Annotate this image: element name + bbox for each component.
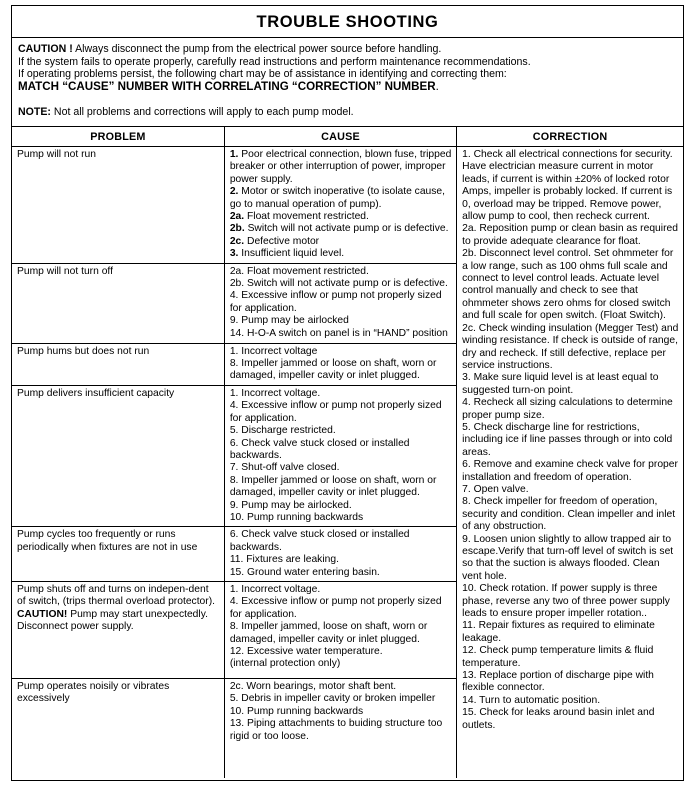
cause-item [230, 346, 452, 358]
match-period: . [435, 79, 439, 93]
problem-text: Pump cycles too frequently or runs periodically when fixtures are not in use [17, 529, 198, 553]
cause-number: 2a. [229, 211, 245, 223]
problem-text: Pump hums but does not run [17, 345, 150, 357]
correction-item: 2b. Disconnect level control. Set ohmmeter for a low range, such as 100 ohms full scale and connect to level control leads. Actuate level control manually and check to see that ohmmeter shows zero ohms for closed switch and full scale for open switch. (Float Switch). [462, 248, 674, 322]
trouble-table [12, 126, 683, 778]
cause-item [230, 681, 452, 693]
intro-line-3: If operating problems persist, the following chart may be of assistance in identifying and correcting them: [18, 68, 507, 81]
cause-item [230, 438, 452, 463]
cause-item [230, 658, 452, 670]
problem-text: Pump may start unexpectedly. Disconnect power supply. [17, 608, 208, 633]
correction-item: 14. Turn to automatic position. [462, 694, 601, 706]
cause-text: 1. Incorrect voltage. [229, 583, 321, 595]
correction-item: 8. Check impeller for freedom of operation, security and condition. Clean impeller and inlet of any obstruction. [462, 496, 676, 533]
problem-cell [12, 581, 224, 678]
correction-item: 12. Check pump temperature limits & fluid temperature. [462, 645, 654, 669]
problem-text: Pump operates noisily or vibrates excessively [17, 680, 170, 705]
correction-item: 11. Repair fixtures as required to eliminate leakage. [462, 620, 655, 644]
problem-caution-label: CAUTION! [17, 608, 68, 620]
cause-item [230, 278, 452, 290]
cause-item [230, 718, 452, 743]
cause-text: 8. Impeller jammed or loose on shaft, worn or damaged, impeller cavity or inlet plugged. [229, 358, 437, 382]
cause-text: Insufficient liquid level. [238, 248, 345, 260]
table-header-row [12, 127, 683, 147]
problem-cell [12, 385, 224, 526]
correction-item: 2c. Check winding insulation (Megger Test) and winding resistance. If check is outside of range, dry and recheck. If still defective, replace per service instructions. [462, 322, 679, 371]
problem-text: Pump shuts off and turns on indepen-dent of switch, (trips thermal overload protector). [17, 583, 215, 608]
correction-item: 6. Remove and examine check valve for proper installation and freedom of operation. [462, 459, 678, 483]
cause-item [230, 621, 452, 646]
problem-cell [12, 343, 224, 385]
correction-cell [457, 147, 683, 779]
correction-item: 13. Replace portion of discharge pipe with flexible connector. [462, 670, 654, 694]
cause-item [230, 500, 452, 512]
cause-text: 2c. Worn bearings, motor shaft bent. [229, 680, 397, 692]
caution-text: Always disconnect the pump from the electrical power source before handling. [72, 43, 442, 55]
cause-item [230, 315, 452, 327]
cause-text: 5. Discharge restricted. [229, 425, 336, 437]
cause-text: 13. Piping attachments to buiding structure too rigid or too loose. [229, 718, 443, 742]
cause-text: 6. Check valve stuck closed or installed backwards. [229, 437, 410, 461]
cause-item [230, 512, 452, 524]
cause-text: Defective motor [244, 235, 320, 247]
cause-text: 8. Impeller jammed or loose on shaft, worn or damaged, impeller cavity or inlet plugged. [229, 474, 437, 499]
cause-number: 2c. [229, 235, 245, 247]
intro-block [12, 38, 683, 126]
cause-cell [224, 263, 456, 343]
table-body [12, 147, 683, 779]
problem-text: Pump delivers insufficient capacity [17, 387, 175, 399]
correction-item: 2a. Reposition pump or clean basin as required to provide adequate clearance for float. [462, 223, 678, 247]
match-instruction [18, 81, 683, 94]
correction-item: 3. Make sure liquid level is at least equal to suggested turn-on point. [462, 372, 659, 396]
cause-text: 4. Excessive inflow or pump not properly sized for application. [229, 400, 442, 424]
cause-item [230, 290, 452, 315]
header-problem: PROBLEM [12, 127, 224, 147]
cause-text: 10. Pump running backwards [229, 705, 364, 717]
correction-item: 1. Check all electrical connections for security. Have electrician measure current in motor leads, if current is within ±20% of locked rotor Amps, impeller is probably locked. If current is 0, overload may be tripped. Remove power, allow pump to cool, then recheck current. [462, 149, 673, 223]
cause-text: Poor electrical connection, blown fuse, tripped breaker or other interruption of power, improper power supply. [229, 149, 452, 185]
cause-number: 3. [229, 248, 239, 260]
cause-item [230, 358, 452, 383]
cause-item [230, 584, 452, 596]
cause-cell [224, 343, 456, 385]
note-line [18, 106, 683, 119]
cause-item [230, 236, 452, 248]
problem-cell [12, 527, 224, 582]
note-text: Not all problems and corrections will apply to each pump model. [50, 106, 354, 119]
cause-item [230, 223, 452, 235]
cause-cell [224, 385, 456, 526]
cause-text: 15. Ground water entering basin. [229, 566, 380, 578]
cause-item [230, 475, 452, 500]
match-text: MATCH “CAUSE” NUMBER WITH CORRELATING “CORRECTION” NUMBER [18, 79, 436, 93]
cause-text: 1. Incorrect voltage. [229, 387, 321, 399]
cause-text: 11. Fixtures are leaking. [229, 554, 339, 566]
cause-item [230, 554, 452, 566]
cause-text: 12. Excessive water temperature. [229, 646, 383, 657]
cause-item [230, 646, 452, 658]
problem-text: Pump will not turn off [17, 265, 113, 277]
header-correction: CORRECTION [457, 127, 683, 147]
trouble-shooting-frame [11, 5, 684, 781]
cause-item [230, 400, 452, 425]
correction-item: 15. Check for leaks around basin inlet and outlets. [462, 707, 655, 731]
cause-item [230, 462, 452, 474]
cause-item [230, 211, 452, 223]
correction-item: 5. Check discharge line for restrictions, including ice if line passes through or into cold areas. [462, 421, 673, 458]
note-label: NOTE: [18, 106, 51, 119]
cause-text: Switch will not activate pump or is defective. [244, 223, 449, 235]
correction-item: 10. Check rotation. If power supply is three phase, reverse any two of three power supply leads to ensure proper impeller rotation.. [462, 583, 670, 620]
problem-text: Pump will not run [17, 149, 96, 160]
caution-line [18, 43, 683, 56]
cause-number: 1. [229, 149, 239, 160]
cause-text: 4. Excessive inflow or pump not properly sized for application. [229, 596, 442, 620]
cause-number: 2. [229, 186, 239, 198]
problem-cell [12, 147, 224, 264]
cause-cell [224, 527, 456, 582]
cause-text: 10. Pump running backwards [229, 511, 364, 523]
correction-item: 9. Loosen union slightly to allow trapped air to escape.Verify that turn-off level of switch is set so that the suction is always flooded. Clean vent hole. [462, 533, 674, 582]
problem-cell [12, 678, 224, 778]
cause-text: 7. Shut-off valve closed. [229, 462, 340, 474]
cause-item [230, 706, 452, 718]
cause-item [230, 425, 452, 437]
cause-item [230, 388, 452, 400]
cause-cell [224, 581, 456, 678]
cause-text: 6. Check valve stuck closed or installed backwards. [229, 529, 410, 553]
cause-text: 9. Pump may be airlocked [229, 315, 349, 327]
cause-item [230, 186, 452, 211]
cause-number: 2b. [229, 223, 245, 235]
cause-text: (internal protection only) [229, 658, 341, 670]
page-title: TROUBLE SHOOTING [12, 6, 683, 38]
correction-item: 4. Recheck all sizing calculations to determine proper pump size. [462, 397, 673, 421]
cause-item [230, 248, 452, 260]
cause-text: 1. Incorrect voltage [229, 345, 318, 357]
header-cause: CAUSE [224, 127, 456, 147]
cause-item [230, 596, 452, 621]
cause-text: Motor or switch inoperative (to isolate cause, go to manual operation of pump). [229, 186, 446, 210]
problem-cell [12, 263, 224, 343]
cause-item [230, 149, 452, 186]
caution-label: CAUTION ! [18, 43, 73, 55]
cause-text: 14. H-O-A switch on panel is in “HAND” position [229, 327, 448, 339]
cause-item [230, 328, 452, 340]
cause-text: 2b. Switch will not activate pump or is defective. [229, 278, 448, 290]
cause-cell [224, 147, 456, 264]
cause-text: 8. Impeller jammed, loose on shaft, worn or damaged, impeller cavity or inlet plugged. [229, 621, 428, 645]
table-row [12, 147, 683, 264]
cause-text: 5. Debris in impeller cavity or broken impeller [229, 693, 436, 705]
cause-cell [224, 678, 456, 778]
cause-item [230, 693, 452, 705]
cause-item [230, 266, 452, 278]
intro-line-2: If the system fails to operate properly, carefully read instructions and perform maintenance recommendations. [18, 55, 531, 68]
cause-text: 9. Pump may be airlocked. [229, 499, 352, 511]
cause-text: 4. Excessive inflow or pump not properly sized for application. [229, 290, 442, 314]
cause-item [230, 567, 452, 579]
correction-item: 7. Open valve. [462, 483, 529, 495]
cause-text: Float movement restricted. [244, 211, 369, 223]
cause-item [230, 529, 452, 554]
cause-text: 2a. Float movement restricted. [229, 265, 369, 277]
